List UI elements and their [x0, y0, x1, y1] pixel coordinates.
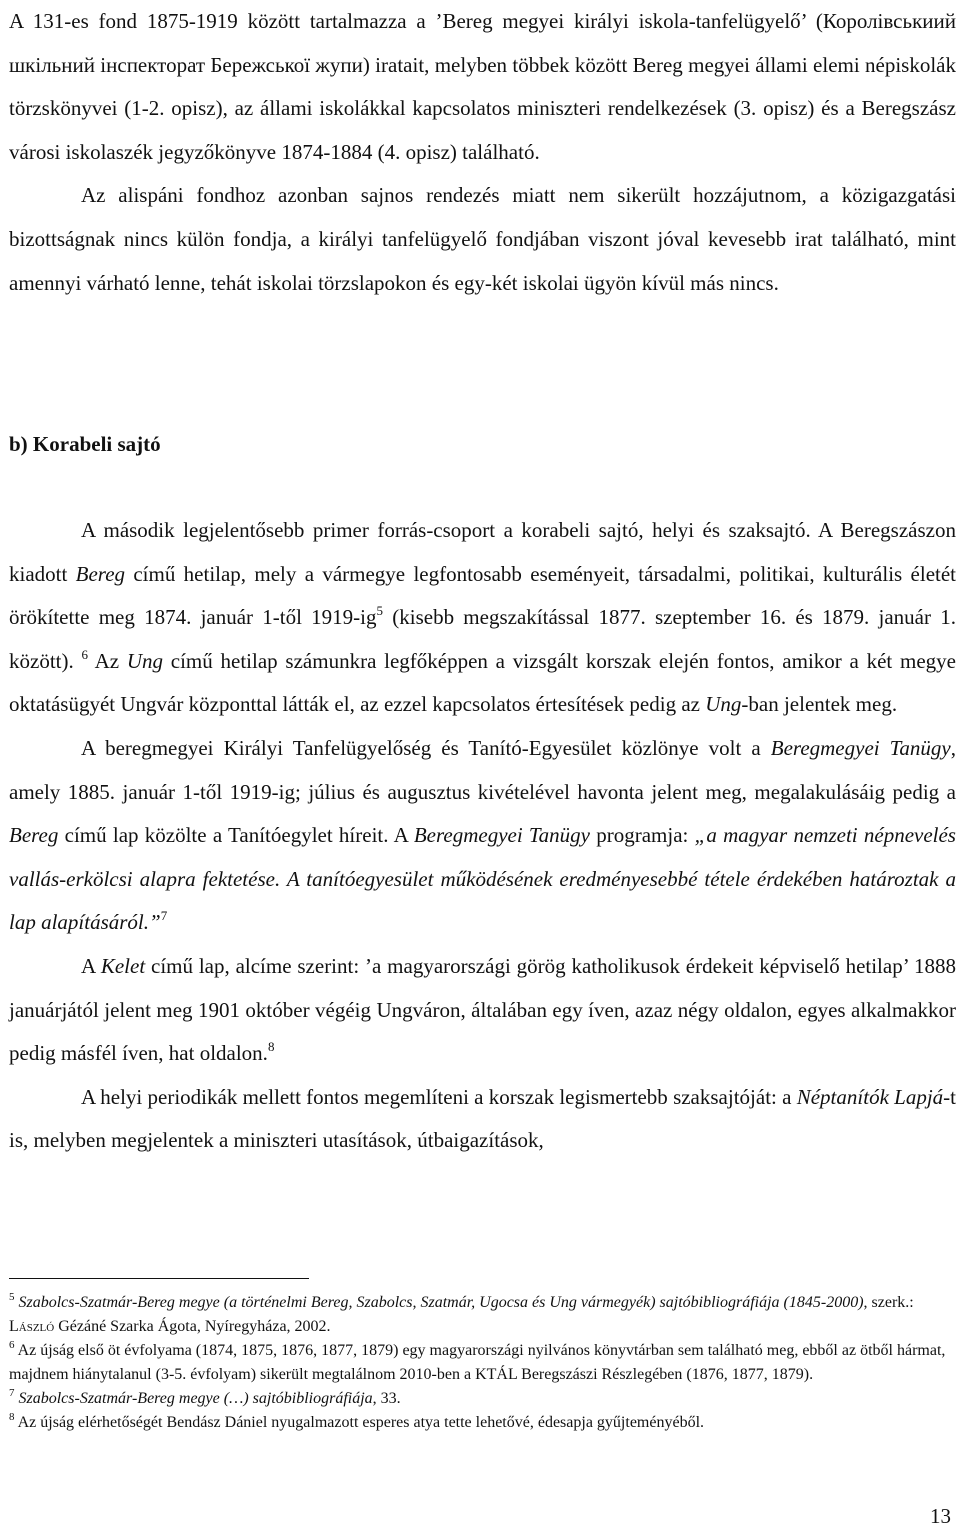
p4-title-tanugy: Beregmegyei Tanügy: [770, 735, 951, 760]
footnote-5: $^5$ Szabolcs-Szatmár-Bereg megye (a történelmi Bereg, Szabolcs, Szatmár, Ugocsa és Ung vármegyék) sajtóbibliográfiája (1845-2000), szerk.: László Gézáné Szarka Ágota, Nyíregyháza, 2002.: [9, 1291, 914, 1335]
footnote-divider: [9, 1278, 309, 1279]
p5-title-kelet: Kelet: [100, 953, 146, 978]
p6-text-b: -t is, melyben megjelentek a miniszteri utasítások, útbaigazítások,: [9, 1084, 956, 1153]
footnote-ref-8[interactable]: 8: [267, 1039, 275, 1055]
p3-text-b: című hetilap, mely a vármegye legfontosabb eseményeit, társadalmi, politikai, kulturális életét örökítette meg 1874. január 1-től 1919-ig: [9, 561, 957, 630]
p5-text-a: A: [81, 953, 101, 978]
p3-title-ung-2: Ung: [705, 692, 742, 717]
footnote-7: $^7$ Szabolcs-Szatmár-Bereg megye (…) sajtóbibliográfiája, 33.: [9, 1387, 401, 1407]
p3-text-c: (kisebb megszakítással 1877. szeptember 16. és 1879. január 1. között).: [9, 605, 956, 673]
p6-title-neptanitok: Néptanítók Lapjá: [796, 1084, 944, 1109]
p4-title-tanugy-2: Beregmegyei Tanügy: [413, 823, 590, 848]
p3-text-f: -ban jelentek meg.: [741, 692, 898, 717]
p3-text-a: A második legjelentősebb primer forrás-csoport a korabeli sajtó, helyi és szaksajtó. A Beregszászon kiadott: [9, 518, 956, 586]
paragraph-alispani-fond: Az alispáni fondhoz azonban sajnos rendezés miatt nem sikerült hozzájutnom, a közigazgatási bizottságnak nincs külön fondja, a királyi tanfelügyelő fondjában viszont jóval kevesebb irat található, mint amennyi várható lenne, tehát iskolai törzslapokon és egy-két iskolai ügyön kívül más nincs.: [9, 183, 956, 295]
press-section: [9, 509, 956, 1163]
p3-text-d: Az: [88, 648, 127, 673]
footnote-6: $^6$ Az újság első öt évfolyama (1874, 1875, 1876, 1877, 1879) egy magyarországi nyilvános könyvtárban sem található meg, ebből az ötből hármat, majdnem hiánytalanul (3-5. évfolyam) sikerült megtalálnom 2010-ben a KTÁL Beregszászi Részlegében (1876, 1877, 1879).: [9, 1339, 946, 1383]
p4-title-bereg: Bereg: [9, 823, 59, 848]
footnote-8: $^8$ Az újság elérhetőségét Bendász Dániel nyugalmazott esperes atya tette lehetővé, édesapja gyűjteményéből.: [9, 1411, 705, 1431]
p3-text-e: című hetilap számunkra legfőképpen a vizsgált korszak elején fontos, amikor a két megye oktatásügyét Ungvár központtal látták el, az ezzel kapcsolatos értesítések pedig az: [9, 648, 957, 717]
p4-quote: „a magyar nemzeti népnevelés vallás-erkölcsi alapra fektetése. A tanítóegyesület működésének eredményesebbé tétele érdekében határoztak a lap alapításáról.”: [9, 823, 956, 935]
p3-title-bereg: Bereg: [75, 561, 126, 586]
p5-text-b: című lap, alcíme szerint: ’a magyarországi görög katholikusok érdekeit képviselő hetilap’ 1888 januárjától jelent meg 1901 október végéig Ungváron, általában egy íven, azaz négy oldalon, egyes alkalmakkor pedig másfél íven, hat oldalon.: [9, 953, 956, 1066]
p4-text-c: című lap közölte a Tanítóegylet híreit. A: [58, 823, 414, 848]
page-number: 13: [930, 1504, 951, 1528]
p4-text-d: programja:: [590, 823, 695, 848]
section-heading: b) Korabeli sajtó: [9, 432, 161, 456]
footnotes: [9, 1291, 956, 1435]
p4-text-a: A beregmegyei Királyi Tanfelügyelőség és Tanító-Egyesület közlönye volt a: [81, 735, 771, 760]
p6-text-a: A helyi periodikák mellett fontos megemlíteni a korszak legismertebb szaksajtóját: a: [81, 1084, 797, 1109]
footnote-ref-5[interactable]: 5: [376, 603, 384, 619]
p4-text-b: , amely 1885. január 1-től 1919-ig; július és augusztus kivételével havonta jelent meg, megalakulásáig pedig a: [9, 735, 956, 804]
footnote-ref-6[interactable]: 6: [81, 646, 88, 662]
paragraph-fond-131: A 131-es fond 1875-1919 között tartalmazza a ’Bereg megyei királyi iskola-tanfelügyelő’ (Королівськиий шкільний інспекторат Бережської жупи) iratait, melyben többek között Bereg megyei állami elemi népiskolák törzskönyvei (1-2. opisz), az állami iskolákkal kapcsolatos miniszteri rendelkezések (3. opisz) és a Beregszász városi iskolaszék jegyzőkönyve 1874-1884 (4. opisz) található.: [9, 9, 956, 164]
p3-title-ung: Ung: [126, 648, 164, 673]
intro-section: [9, 0, 956, 305]
footnote-ref-7[interactable]: 7: [160, 908, 168, 924]
